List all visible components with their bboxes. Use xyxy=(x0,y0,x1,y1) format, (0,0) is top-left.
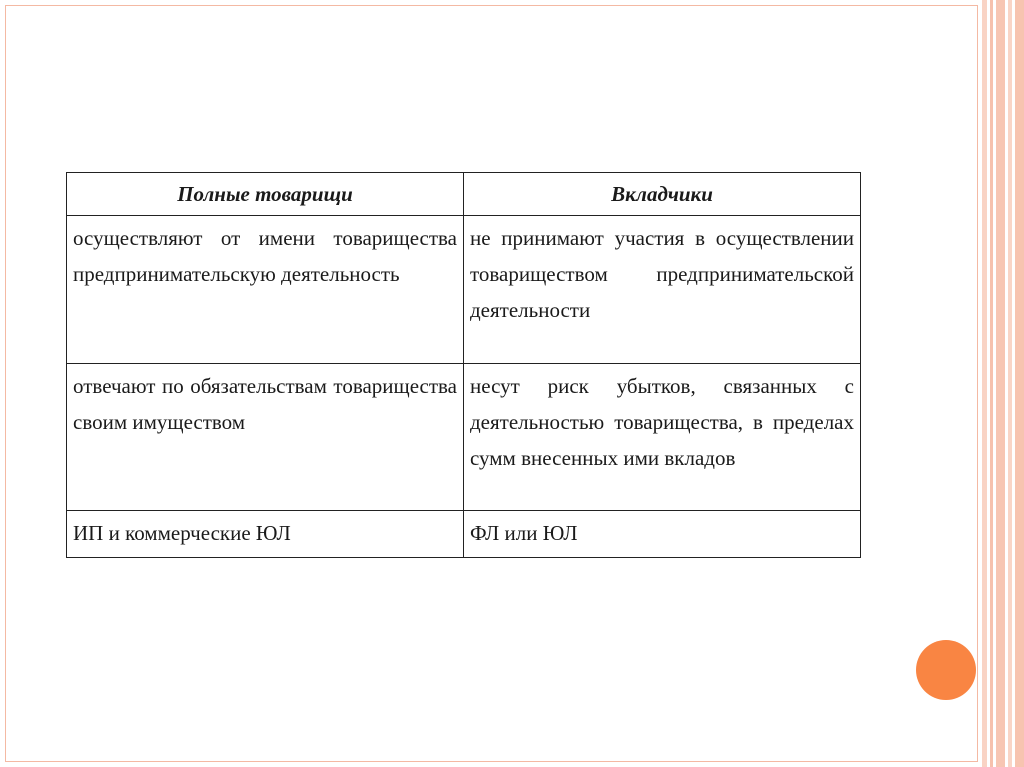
table-row xyxy=(67,511,861,558)
table-cell: не принимают участия в осуществлении товариществом предпринимательской деятельности xyxy=(464,216,861,364)
header-full-partners: Полные товарищи xyxy=(67,173,464,216)
decorative-stripe xyxy=(1015,0,1024,767)
table-row xyxy=(67,216,861,364)
decorative-stripe xyxy=(996,0,1005,767)
comparison-table xyxy=(66,172,861,558)
table-cell: отвечают по обязательствам товарищества своим имуществом xyxy=(67,364,464,511)
decorative-stripe xyxy=(1008,0,1012,767)
table-cell: несут риск убытков, связанных с деятельностью товарищества, в пределах сумм внесенных ими вкладов xyxy=(464,364,861,511)
table-cell: осуществляют от имени товарищества предпринимательскую деятельность xyxy=(67,216,464,364)
decorative-stripe xyxy=(990,0,993,767)
table-header-row xyxy=(67,173,861,216)
table-cell: ИП и коммерческие ЮЛ xyxy=(67,511,464,558)
table-row xyxy=(67,364,861,511)
decorative-circle xyxy=(916,640,976,700)
table-cell: ФЛ или ЮЛ xyxy=(464,511,861,558)
header-contributors: Вкладчики xyxy=(464,173,861,216)
decorative-stripe xyxy=(982,0,987,767)
